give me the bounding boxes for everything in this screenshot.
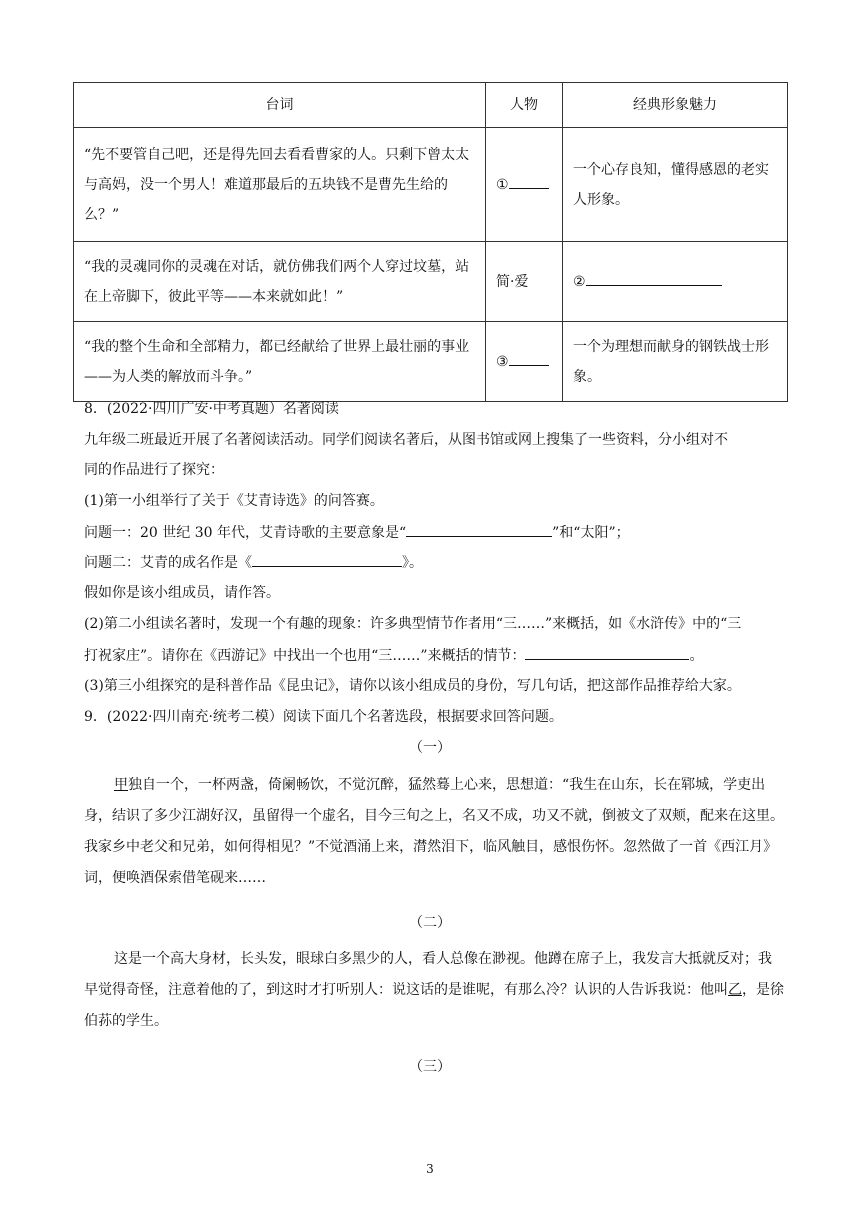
answer-blank-2[interactable] [252, 552, 402, 567]
role-cell [486, 322, 563, 402]
role-cell [486, 128, 563, 242]
q8-part2-line1: (2)第二小组读名著时，发现一个有趣的现象：许多典型情节作者用“三……”来概括，如《水浒传》中的“三 [84, 616, 742, 632]
quote-cell: “我的灵魂同你的灵魂在对话，就仿佛我们两个人穿过坟墓，站在上帝脚下，彼此平等——本来就如此！” [74, 242, 486, 322]
excerpt-2 [84, 944, 784, 1037]
excerpt-2-text: 这是一个高大身材，长头发，眼球白多黑少的人，看人总像在渺视。他蹲在席子上，我发言大抵就反对；我早觉得奇怪，注意着他的了，到这时才打听别人：说这话的是谁呢，有那么冷？认识的人告诉我说：他叫 [84, 951, 772, 998]
table-row [74, 322, 788, 402]
q8-heading: 8．(2022·四川广安·中考真题）名著阅读 [84, 401, 339, 417]
q9-heading: 9．(2022·四川南充·统考二模）阅读下面几个名著选段，根据要求回答问题。 [84, 709, 563, 725]
part2-text: 打祝家庄”。请你在《西游记》中找出一个也用“三……”来概括的情节： [84, 648, 526, 664]
q8-part1: (1)第一小组举行了关于《艾青诗选》的问答赛。 [84, 493, 384, 509]
table-row [74, 242, 788, 322]
table-header-row [74, 83, 788, 128]
table-row [74, 128, 788, 242]
blank-mark-yi: 乙 [728, 982, 742, 998]
q8-intro-line2: 同的作品进行了探究： [84, 462, 224, 478]
excerpt-1-text: 独自一个，一杯两盏，倚阑畅饮，不觉沉醉，猛然蓦上心来，思想道：“我生在山东，长在郓城，学吏出身，结识了多少江湖好汉，虽留得一个虚名，目今三旬之上，名又不成，功又不就，倒被文了双颊，配来在这里。我家乡中老父和兄弟，如何得相见？”不觉酒涌上来，潸然泪下，临风触目，感恨伤怀。忽然做了一首《西江月》词，便唤酒保索借笔砚来…… [84, 777, 784, 886]
role-blank[interactable] [509, 351, 549, 366]
question2-text: 问题二：艾青的成名作是《 [84, 555, 252, 571]
q8-question2 [84, 552, 423, 573]
role-blank[interactable] [509, 174, 549, 189]
q8-intro-line1: 九年级二班最近开展了名著阅读活动。同学们阅读名著后，从图书馆或网上搜集了一些资料，分小组对不 [84, 432, 728, 448]
role-marker: ① [496, 176, 509, 193]
part2-tail: 。 [689, 648, 704, 664]
image-marker: ② [573, 273, 586, 290]
q8-part3: (3)第三小组探究的是科普作品《昆虫记》，请你以该小组成员的身份，写几句话，把这部作品推荐给大家。 [84, 678, 741, 694]
excerpt-2-tail: ，是徐伯荪的学生。 [84, 982, 784, 1029]
image-cell: 一个心存良知，懂得感恩的老实人形象。 [563, 128, 788, 242]
q8-question1 [84, 522, 630, 543]
role-cell: 简·爱 [486, 242, 563, 322]
header-role: 人物 [486, 83, 563, 128]
answer-blank-1[interactable] [406, 522, 552, 537]
header-image: 经典形象魅力 [563, 83, 788, 128]
image-blank[interactable] [586, 271, 722, 286]
excerpt-1 [84, 770, 784, 894]
question2-tail: 》。 [402, 555, 423, 571]
question-table [73, 82, 788, 402]
section-label-1: （一） [409, 740, 451, 756]
q8-ask: 假如你是该小组成员，请作答。 [84, 585, 280, 601]
header-quote: 台词 [74, 83, 486, 128]
quote-cell: “我的整个生命和全部精力，都已经献给了世界上最壮丽的事业——为人类的解放而斗争。” [74, 322, 486, 402]
page-number: 3 [426, 1162, 434, 1176]
answer-blank-3[interactable] [525, 645, 689, 660]
image-cell: 一个为理想而献身的钢铁战士形象。 [563, 322, 788, 402]
blank-mark-jia: 甲 [114, 777, 128, 793]
quote-cell: “先不要管自己吧，还是得先回去看看曹家的人。只剩下曾太太与高妈，没一个男人！难道那最后的五块钱不是曹先生给的么？” [74, 128, 486, 242]
image-cell [563, 242, 788, 322]
question1-tail: ”和“太阳”； [552, 525, 630, 541]
section-label-3: （三） [409, 1059, 451, 1075]
question1-text: 问题一：20 世纪 30 年代，艾青诗歌的主要意象是“ [84, 525, 407, 541]
role-marker: ③ [496, 353, 509, 370]
q8-part2-line2 [84, 645, 703, 666]
section-label-2: （二） [409, 915, 451, 931]
